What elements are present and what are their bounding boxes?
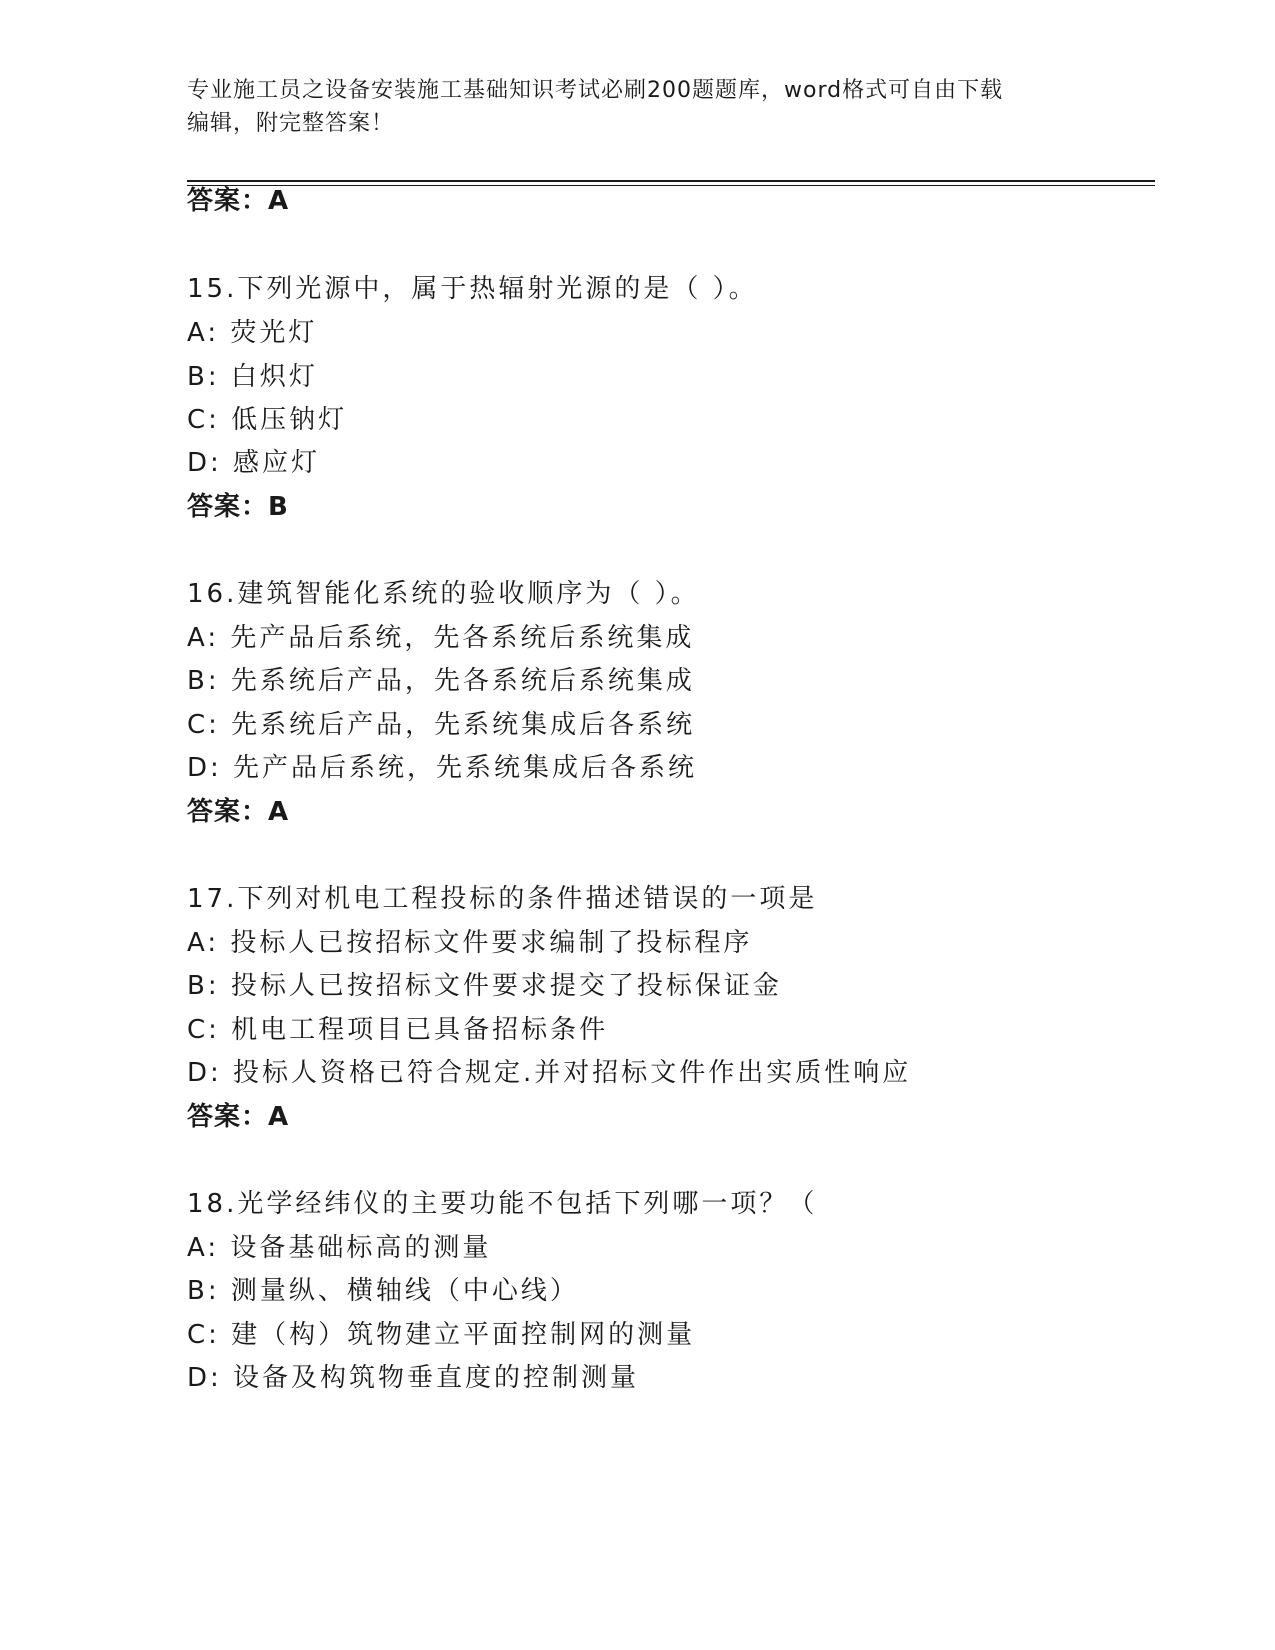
question-18-stem: 18.光学经纬仪的主要功能不包括下列哪一项？（ <box>187 1189 818 1219</box>
question-16-option-d: D: 先产品后系统，先系统集成后各系统 <box>187 753 698 783</box>
header-rule-thick <box>187 180 1155 182</box>
header-line-2: 编辑，附完整答案！ <box>187 111 395 136</box>
header-line-1: 专业施工员之设备安装施工基础知识考试必刷200题题库，word格式可自由下载 <box>187 78 1004 103</box>
question-18-option-b: B: 测量纵、横轴线（中心线） <box>187 1276 579 1306</box>
question-18-option-c: C: 建（构）筑物建立平面控制网的测量 <box>187 1320 696 1350</box>
question-17-option-b: B: 投标人已按招标文件要求提交了投标保证金 <box>187 971 782 1001</box>
question-18-option-d: D: 设备及构筑物垂直度的控制测量 <box>187 1363 640 1393</box>
question-15-option-a: A: 荧光灯 <box>187 318 318 348</box>
question-17-option-d: D: 投标人资格已符合规定.并对招标文件作出实质性响应 <box>187 1058 912 1088</box>
question-17-option-a: A: 投标人已按招标文件要求编制了投标程序 <box>187 928 753 958</box>
question-18-option-a: A: 设备基础标高的测量 <box>187 1233 492 1263</box>
question-16-option-a: A: 先产品后系统，先各系统后系统集成 <box>187 623 695 653</box>
question-15-answer: 答案：B <box>187 492 289 522</box>
question-16-answer: 答案：A <box>187 797 290 827</box>
question-17-option-c: C: 机电工程项目已具备招标条件 <box>187 1015 609 1045</box>
question-17-stem: 17.下列对机电工程投标的条件描述错误的一项是 <box>187 884 818 914</box>
header-rule-thin <box>187 185 1155 186</box>
question-15-stem: 15.下列光源中，属于热辐射光源的是（ ）。 <box>187 274 758 304</box>
question-15-option-c: C: 低压钠灯 <box>187 405 348 435</box>
question-16-option-c: C: 先系统后产品，先系统集成后各系统 <box>187 710 696 740</box>
question-15-option-d: D: 感应灯 <box>187 448 321 478</box>
question-16-stem: 16.建筑智能化系统的验收顺序为（ ）。 <box>187 579 700 609</box>
document-header <box>187 74 1087 140</box>
answer-14: 答案：A <box>187 186 290 216</box>
question-17-answer: 答案：A <box>187 1102 290 1132</box>
question-15-option-b: B: 白炽灯 <box>187 362 318 392</box>
question-16-option-b: B: 先系统后产品，先各系统后系统集成 <box>187 666 695 696</box>
